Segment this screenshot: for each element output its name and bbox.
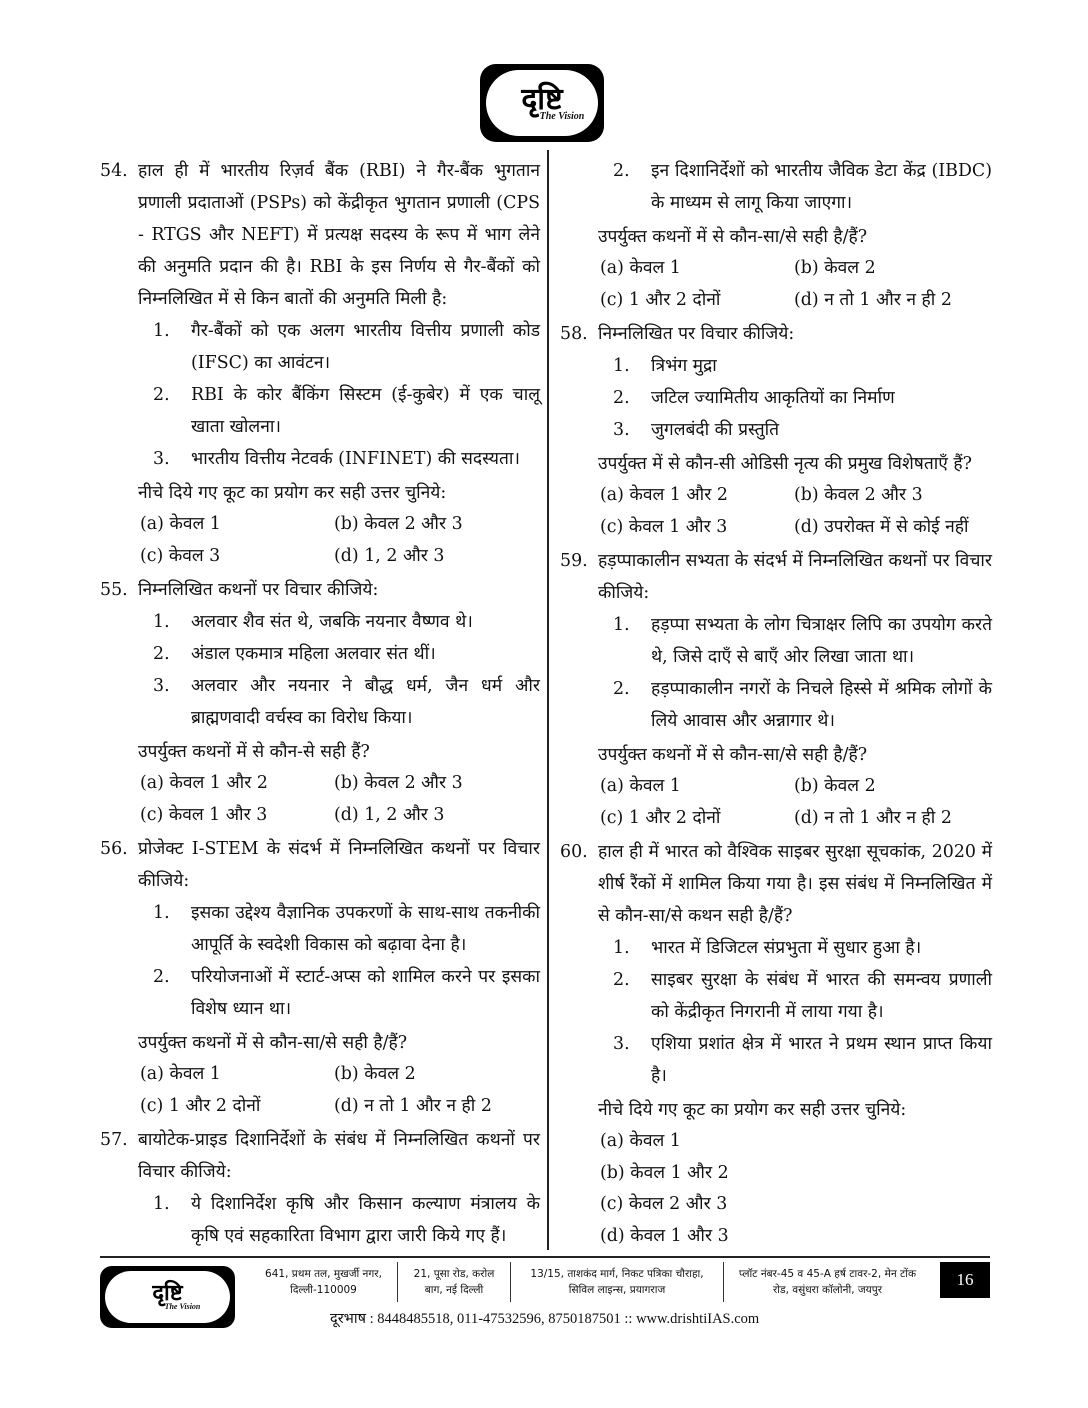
answer-option: (b) केवल 2 [794, 776, 876, 796]
statement-number: 1. [153, 903, 170, 923]
answer-option: (c) 1 और 2 दोनों [600, 289, 721, 310]
answer-options [600, 771, 992, 834]
statement-number: 1. [153, 1194, 170, 1214]
statement [153, 315, 540, 379]
question-prompt: उपर्युक्त कथनों में से कौन-सा/से सही है/हैं? [138, 1033, 408, 1053]
question-58 [560, 318, 992, 543]
left-column [100, 155, 540, 1254]
statement [153, 638, 540, 670]
question-text: हाल ही में भारत को वैश्विक साइबर सुरक्षा सूचकांक, 2020 में शीर्ष रैंकों में शामिल किया गया है। इस संबंध में निम्नलिखित में से कौन-सा/से कथन सही है/हैं? [598, 842, 992, 926]
statement-number: 2. [613, 388, 630, 408]
statement-text: हड़प्पाकालीन नगरों के निचले हिस्से में श्रमिक लोगों के लिये आवास और अन्नागार थे। [651, 679, 992, 731]
address-prayagraj: 13/15, ताशकंद मार्ग, निकट पत्रिका चौराहा, सिविल लाइन्स, प्रयागराज [511, 1262, 724, 1302]
answer-option: (b) केवल 2 और 3 [334, 773, 463, 793]
statement [153, 670, 540, 734]
answer-option: (d) 1, 2 और 3 [334, 804, 445, 825]
answer-options [600, 253, 992, 316]
statement-number: 1. [613, 938, 630, 958]
question-text: प्रोजेक्ट I-STEM के संदर्भ में निम्नलिखित कथनों पर विचार कीजिये: [138, 839, 540, 891]
page-number: 16 [940, 1262, 990, 1298]
question-prompt: उपर्युक्त कथनों में से कौन-से सही हैं? [138, 742, 370, 762]
statement [153, 606, 540, 638]
answer-option: (a) केवल 1 [600, 258, 681, 278]
answer-option: (a) केवल 1 और 2 [600, 485, 728, 505]
statement-number: 2. [153, 385, 170, 405]
answer-option: (d) उपरोक्त में से कोई नहीं [794, 516, 969, 537]
answer-option: (c) 1 और 2 दोनों [140, 1095, 261, 1116]
question-57 [100, 1124, 540, 1252]
answer-option: (d) केवल 1 और 3 [600, 1225, 729, 1246]
question-text: हड़प्पाकालीन सभ्यता के संदर्भ में निम्नलिखित कथनों पर विचार कीजिये: [598, 551, 992, 603]
statement-text: अंडाल एकमात्र महिला अलवार संत थीं। [191, 644, 436, 664]
statement [613, 673, 992, 737]
statement-number: 1. [613, 615, 630, 635]
question-prompt: नीचे दिये गए कूट का प्रयोग कर सही उत्तर चुनिये: [138, 483, 447, 503]
question-text: बायोटेक-प्राइड दिशानिर्देशों के संबंध में निम्नलिखित कथनों पर विचार कीजिये: [138, 1130, 540, 1182]
statement-text: ये दिशानिर्देश कृषि और किसान कल्याण मंत्रालय के कृषि एवं सहकारिता विभाग द्वारा जारी किये गए हैं। [191, 1194, 540, 1246]
question-prompt: उपर्युक्त में से कौन-सी ओडिसी नृत्य की प्रमुख विशेषताएँ हैं? [598, 454, 972, 474]
statement-text: अलवार और नयनार ने बौद्ध धर्म, जैन धर्म और ब्राह्मणवादी वर्चस्व का विरोध किया। [191, 676, 540, 728]
question-57-continued [560, 155, 992, 316]
statement [613, 932, 992, 964]
statement-text: भारतीय वित्तीय नेटवर्क (INFINET) की सदस्यता। [191, 449, 521, 469]
statement-number: 2. [153, 967, 170, 987]
statement-text: गैर-बैंकों को एक अलग भारतीय वित्तीय प्रणाली कोड (IFSC) का आवंटन। [191, 321, 540, 373]
statement-number: 1. [613, 356, 630, 376]
question-60 [560, 836, 992, 1252]
statement [153, 379, 540, 443]
question-54 [100, 155, 540, 572]
statement-text: भारत में डिजिटल संप्रभुता में सुधार हुआ है। [651, 938, 922, 958]
question-number: 59. [560, 551, 588, 571]
address-delhi-mukherjee-nagar: 641, प्रथम तल, मुखर्जी नगर, दिल्ली-110009 [250, 1262, 398, 1302]
question-number: 54. [100, 161, 128, 181]
statement-number: 3. [153, 449, 170, 469]
statement-text: इसका उद्देश्य वैज्ञानिक उपकरणों के साथ-साथ तकनीकी आपूर्ति के स्वदेशी विकास को बढ़ावा देना है। [191, 903, 540, 955]
statement [153, 961, 540, 1025]
statement-text: हड़प्पा सभ्यता के लोग चित्राक्षर लिपि का उपयोग करते थे, जिसे दाएँ से बाएँ ओर लिखा जाता था। [651, 615, 992, 667]
question-55 [100, 574, 540, 831]
logo-word: दृष्टि [521, 82, 563, 117]
question-number: 55. [100, 580, 128, 600]
answer-option: (c) 1 और 2 दोनों [600, 807, 721, 828]
footer-logo [100, 1266, 235, 1328]
footer-addresses [250, 1262, 931, 1302]
question-text: निम्नलिखित कथनों पर विचार कीजिये: [138, 580, 379, 600]
statement [153, 443, 540, 475]
answer-option: (a) केवल 1 [600, 776, 681, 796]
statement [613, 964, 992, 1028]
question-56 [100, 833, 540, 1122]
question-text: हाल ही में भारतीय रिज़र्व बैंक (RBI) ने गैर-बैंक भुगतान प्रणाली प्रदाताओं (PSPs) को केंद्रीकृत भुगतान प्रणाली (CPS - RTGS और NEFT) में प्रत्यक्ष सदस्य के रूप में भाग लेने की अनुमति प्रदान की है। RBI के इस निर्णय से गैर-बैंकों को निम्नलिखित में से किन बातों की अनुमति मिली है: [138, 161, 540, 309]
statement [153, 897, 540, 961]
footer-logo-word: दृष्टि [152, 1281, 183, 1306]
answer-option: (c) केवल 1 और 3 [140, 804, 268, 825]
statement-text: इन दिशानिर्देशों को भारतीय जैविक डेटा केंद्र (IBDC) के माध्यम से लागू किया जाएगा। [651, 161, 992, 213]
answer-option: (d) न तो 1 और न ही 2 [794, 807, 952, 828]
statement-number: 3. [613, 420, 630, 440]
question-number: 60. [560, 842, 588, 862]
statement-text: अलवार शैव संत थे, जबकि नयनार वैष्णव थे। [191, 612, 473, 632]
question-prompt: उपर्युक्त कथनों में से कौन-सा/से सही है/हैं? [598, 227, 868, 247]
statement-number: 2. [613, 161, 630, 181]
address-jaipur: प्लॉट नंबर-45 व 45-A हर्ष टावर-2, मेन टोंक रोड, वसुंधरा कॉलोनी, जयपुर [738, 1268, 917, 1296]
statement-text: परियोजनाओं में स्टार्ट-अप्स को शामिल करने पर इसका विशेष ध्यान था। [191, 967, 540, 1019]
statement-number: 2. [153, 644, 170, 664]
answer-option: (a) केवल 1 [140, 1064, 221, 1084]
answer-options [140, 768, 540, 831]
answer-options [600, 480, 992, 543]
answer-option: (a) केवल 1 और 2 [140, 773, 268, 793]
statement-number: 3. [613, 1034, 630, 1054]
statement-text: RBI के कोर बैंकिंग सिस्टम (ई-कुबेर) में एक चालू खाता खोलना। [191, 385, 540, 437]
logo-tagline: The Vision [539, 111, 585, 122]
answer-option: (b) केवल 2 और 3 [334, 514, 463, 534]
statement-text: जटिल ज्यामितीय आकृतियों का निर्माण [651, 388, 895, 408]
answer-option: (b) केवल 2 [794, 258, 876, 278]
statement-number: 1. [153, 612, 170, 632]
footer-rule [100, 1256, 990, 1258]
statement-number: 1. [153, 321, 170, 341]
contact-line: दूरभाष : 8448485518, 011-47532596, 8750187501 :: www.drishtiIAS.com [330, 1311, 760, 1327]
statement [613, 155, 992, 219]
statement-text: त्रिभंग मुद्रा [651, 356, 717, 376]
question-number: 57. [100, 1130, 128, 1150]
question-number: 56. [100, 839, 128, 859]
statement [613, 382, 992, 414]
statement-text: साइबर सुरक्षा के संबंध में भारत की समन्वय प्रणाली को केंद्रीकृत निगरानी में लाया गया है। [651, 970, 992, 1022]
statement [613, 414, 992, 446]
statement-number: 2. [613, 970, 630, 990]
page-footer [100, 1256, 990, 1336]
statement [613, 609, 992, 673]
question-59 [560, 545, 992, 834]
column-divider [547, 150, 549, 1250]
answer-option: (b) केवल 1 और 2 [600, 1162, 729, 1183]
question-prompt: उपर्युक्त कथनों में से कौन-सा/से सही है/हैं? [598, 745, 868, 765]
answer-option: (c) केवल 2 और 3 [600, 1194, 728, 1214]
right-column [560, 155, 992, 1254]
statement-text: जुगलबंदी की प्रस्तुति [651, 420, 780, 440]
statement [153, 1188, 540, 1252]
answer-option: (b) केवल 2 [334, 1064, 416, 1084]
question-prompt: नीचे दिये गए कूट का प्रयोग कर सही उत्तर चुनिये: [598, 1100, 907, 1120]
statement [613, 1028, 992, 1092]
answer-option: (c) केवल 1 और 3 [600, 516, 728, 537]
statement-number: 3. [153, 676, 170, 696]
header-logo [480, 64, 604, 142]
answer-options [140, 509, 540, 572]
answer-options [600, 1126, 992, 1252]
address-karol-bagh: 21, पूसा रोड, करोल बाग, नई दिल्ली [398, 1262, 511, 1302]
answer-option: (d) न तो 1 और न ही 2 [334, 1095, 492, 1116]
answer-option: (b) केवल 2 और 3 [794, 485, 923, 505]
answer-options [140, 1059, 540, 1122]
statement [613, 350, 992, 382]
question-number: 58. [560, 324, 588, 344]
question-text: निम्नलिखित पर विचार कीजिये: [598, 324, 795, 344]
answer-option: (c) केवल 3 [140, 545, 221, 566]
answer-option: (a) केवल 1 [600, 1131, 681, 1151]
answer-option: (d) न तो 1 और न ही 2 [794, 289, 952, 310]
answer-option: (d) 1, 2 और 3 [334, 545, 445, 566]
statement-number: 2. [613, 679, 630, 699]
answer-option: (a) केवल 1 [140, 514, 221, 534]
statement-text: एशिया प्रशांत क्षेत्र में भारत ने प्रथम स्थान प्राप्त किया है। [651, 1034, 992, 1086]
footer-logo-tagline: The Vision [164, 1302, 201, 1311]
